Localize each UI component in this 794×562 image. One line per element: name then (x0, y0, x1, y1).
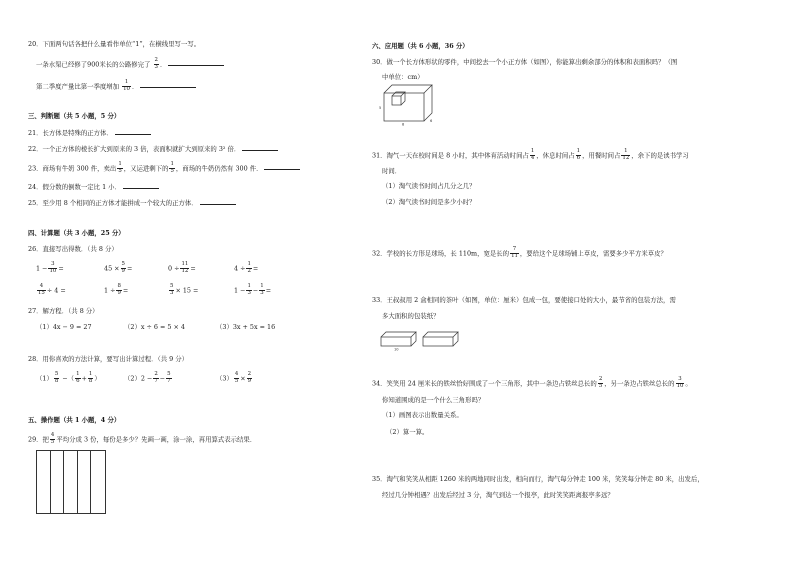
calc-item (168, 262, 196, 275)
dimension-label: 10 (394, 347, 399, 351)
strip-divider (50, 450, 51, 513)
q24 (28, 183, 159, 191)
fraction-numerator: 4 (234, 371, 239, 377)
q31-text-c: ，用餐时间占 (582, 151, 621, 160)
q34-line-b: 你知道围成的是一个什么三角形吗？ (382, 396, 485, 404)
q23-text-b: ，又运进剩下的 (123, 164, 169, 173)
strip-divider (90, 450, 91, 513)
fraction-denominator: 5 (118, 167, 122, 174)
q34-text-a: 34．笑笑用 24 厘米长的铁丝恰好围成了一个三角形，其中一条边占铁丝总长的 (372, 379, 597, 388)
calc-suffix: − (252, 286, 259, 295)
q33-line-a: 33．王叔叔用 2 盒相同的茶叶（如图，单位：厘米）包成一包，要使接口处的大小，最节省的包装方法，需 (372, 296, 676, 304)
q21-text: 21．长方体是特殊的正方体． (28, 129, 113, 137)
q34-text-c: 。 (685, 379, 692, 388)
fraction-numerator: 5 (170, 283, 174, 289)
fraction (116, 284, 121, 297)
fraction-denominator: 5 (50, 438, 55, 445)
expression-label: （2） (124, 374, 141, 383)
fraction-numerator: 7 (510, 247, 519, 254)
fraction-denominator: 15 (38, 289, 45, 296)
fraction (234, 372, 239, 385)
fraction-denominator: 11 (511, 252, 518, 259)
fraction-denominator: 12 (622, 154, 630, 161)
fraction-denominator: 9 (121, 267, 125, 274)
q31-fraction-2 (576, 149, 581, 162)
q34-line-a (372, 377, 692, 390)
fraction-denominator: 3 (260, 289, 264, 296)
q23-text-a: 23．商场有牛奶 300 件，卖出 (28, 164, 117, 173)
calc-prefix: 45 × (104, 264, 120, 273)
q20-line2-fraction (122, 80, 131, 93)
calc-prefix: 0 ÷ (168, 264, 180, 273)
fraction-numerator: 5 (54, 371, 59, 377)
fraction-denominator: 7 (167, 377, 171, 384)
q29-strip-rectangle[interactable] (36, 450, 106, 514)
calc-item (234, 262, 258, 275)
expression-label: （1） (36, 374, 53, 383)
calc-suffix: = (252, 264, 259, 273)
fraction-denominator: 3 (154, 63, 158, 70)
section-3-title: 三、判断题（共 5 小题，5 分） (28, 112, 121, 120)
q31-sub-1: （1）淘气读书时间占几分之几？ (382, 182, 476, 190)
answer-blank[interactable] (168, 60, 224, 66)
fraction-numerator: 1 (88, 371, 93, 377)
expression-2 (124, 372, 173, 385)
fraction (48, 262, 57, 275)
fraction-denominator: 6 (576, 154, 581, 161)
q29-text-b: 平均分成 3 份，每份是多少？先画一画，涂一涂，再用算式表示结果． (56, 435, 257, 444)
q31-line-b: 时间． (382, 167, 402, 175)
fraction-numerator: 1 (576, 148, 581, 154)
q33-tea-boxes-figure (378, 329, 468, 351)
fraction (169, 284, 174, 297)
q23-fraction-1 (117, 162, 122, 175)
fraction (259, 284, 264, 297)
expression-label: （3） (216, 374, 233, 383)
q22 (28, 145, 278, 153)
calc-suffix: ÷ 4 = (46, 286, 66, 295)
fraction (180, 262, 189, 275)
equation-2: （2）x ÷ 6 = 5 × 4 (124, 323, 185, 331)
fraction (88, 372, 93, 385)
cuboid-side-face (424, 85, 432, 121)
cuboid-top-face (384, 85, 432, 93)
fraction (153, 372, 158, 385)
dimension-label: 6 (430, 119, 433, 123)
fraction-numerator: 1 (530, 148, 535, 154)
strip-divider (77, 450, 78, 513)
fraction (166, 372, 171, 385)
fraction-numerator: 1 (247, 261, 251, 267)
q20-line1-fraction (154, 58, 159, 71)
q23 (28, 162, 300, 175)
q29-fraction (50, 433, 55, 446)
q32-text-b: ，要给这个足球场铺上草皮，需要多少平方米草皮？ (519, 249, 667, 258)
q28-title: 28．用你喜欢的方法计算，要写出计算过程．（共 9 分） (28, 355, 189, 363)
fraction-numerator: 1 (76, 371, 80, 377)
fraction-denominator: 10 (676, 382, 684, 389)
tea-box-2-front (423, 337, 453, 346)
calc-prefix: 1 − (234, 286, 246, 295)
q34-fraction-2 (676, 377, 685, 390)
dimension-label: 5 (379, 106, 382, 110)
fraction-denominator: 2 (247, 267, 251, 274)
tea-box-2-top (423, 332, 458, 337)
q23-fraction-2 (169, 162, 174, 175)
fraction-denominator: 8 (88, 377, 93, 384)
q29-text-a: 29．把 (28, 435, 49, 444)
fraction-numerator: 1 (247, 283, 251, 289)
fraction (246, 262, 251, 275)
calc-prefix: 1 ÷ (104, 286, 116, 295)
q20-line2: 第二季度产量比第一季度增加 $\frac{1}{10}$ ． (36, 80, 196, 93)
calc-suffix: = (122, 286, 129, 295)
q21 (28, 129, 151, 137)
dimension-label: 8 (402, 122, 405, 126)
fraction-denominator: 9 (247, 377, 252, 384)
calc-suffix: = (126, 264, 133, 273)
fraction-numerator: 2 (598, 376, 603, 382)
fraction-numerator: 4 (37, 284, 46, 291)
fraction-denominator: 9 (117, 289, 121, 296)
fraction-numerator: 8 (117, 283, 121, 289)
q35-line-a: 35．淘气和笑笑从相距 1260 米的两地同时出发，相向而行，淘气每分钟走 100 米，笑笑每分钟走 80 米，出发后， (372, 475, 704, 483)
fraction-numerator: 3 (676, 377, 685, 384)
fraction-denominator: 12 (181, 267, 189, 274)
q34-text-b: ，另一条边占铁丝总长的 (604, 379, 675, 388)
fraction-denominator: 10 (123, 85, 130, 92)
fraction (54, 372, 59, 385)
fraction (121, 262, 126, 275)
q20-line1: 一条水渠已经修了900米长的公路修完了 $\frac{2}{3}$ ． (36, 58, 224, 71)
calc-item (168, 284, 198, 297)
q32 (372, 247, 667, 260)
fraction-denominator: 5 (234, 377, 239, 384)
q31-fraction-3 (621, 149, 630, 162)
fraction-denominator: 5 (598, 382, 603, 389)
fraction-numerator: 1 (621, 149, 630, 156)
fraction-denominator: 6 (76, 377, 80, 384)
fraction-denominator: 3 (247, 289, 251, 296)
q30-line-a: 30．做一个长方体形状的零件，中间挖去一个小正方体（如图），你能算出剩余部分的体积和表面积吗？（图 (372, 58, 678, 66)
q23-text-c: ，商场的牛奶仍然有 300 件． (175, 164, 263, 173)
q26-title: 26．直接写出得数．（共 8 分） (28, 245, 118, 253)
fraction-numerator: 1 (122, 80, 131, 87)
calc-item (104, 262, 132, 275)
q34-sub-1: （1）画图表示出数量关系。 (382, 411, 463, 419)
fraction-numerator: 3 (48, 262, 57, 269)
expression-3 (216, 372, 253, 385)
fraction-numerator: 1 (118, 161, 122, 167)
answer-blank[interactable] (264, 164, 300, 170)
cuboid-front-face (384, 93, 424, 121)
fraction-denominator: 7 (154, 377, 158, 384)
fraction-denominator: 5 (170, 167, 174, 174)
fraction-numerator: 4 (50, 432, 55, 438)
calc-suffix: = (265, 286, 272, 295)
answer-blank[interactable] (200, 199, 236, 205)
fraction-numerator: 11 (181, 261, 189, 267)
fraction-numerator: 2 (247, 371, 252, 377)
q34-fraction-1 (598, 377, 603, 390)
section-5-title: 五、操作题（共 1 小题，4 分） (28, 416, 121, 424)
answer-blank[interactable] (140, 82, 196, 88)
section-4-title: 四、计算题（共 3 小题，25 分） (28, 229, 125, 237)
q30-cuboid-figure (378, 82, 438, 126)
fraction (247, 372, 252, 385)
fraction-numerator: 2 (154, 57, 158, 63)
expression-1: （1） $\frac{5}{8}$ −（ $\frac{1}{6}$ + $\frac{1}{8}$ ） (36, 371, 101, 384)
operator: − (159, 374, 166, 383)
fraction-numerator: 5 (121, 261, 125, 267)
q35-line-b: 经过几分钟相遇？出发后经过 3 分，淘气到达一个报亭，此时笑笑距离报亭多远？ (382, 491, 614, 499)
strip-divider (63, 450, 64, 513)
fraction (37, 284, 46, 297)
fraction-denominator: 8 (54, 377, 59, 384)
q27-title: 27．解方程．（共 8 分） (28, 307, 99, 315)
q20-line1-text: 一条水渠已经修了900米长的公路修完了 (36, 60, 151, 69)
cube-hole-front (392, 96, 401, 105)
answer-blank[interactable] (115, 129, 151, 135)
fraction-denominator: 3 (170, 289, 174, 296)
q32-text-a: 32．学校的长方形足球场，长 110m，宽是长的 (372, 249, 510, 258)
calc-item (104, 284, 128, 297)
expression-lead: 2 − (140, 374, 153, 383)
fraction-numerator: 5 (167, 371, 171, 377)
q20-title: 20．下面两句话各把什么量看作单位“1”，在横线里写一写。 (28, 40, 201, 48)
equation-3: （3）3x + 5x = 16 (216, 323, 276, 331)
q29 (28, 433, 256, 446)
fraction-numerator: 2 (154, 371, 158, 377)
calc-item (234, 284, 271, 297)
q31-text-d: ，余下的是读书学习 (631, 151, 689, 160)
answer-blank[interactable] (242, 145, 278, 151)
calc-item (36, 262, 64, 275)
fraction-numerator: 1 (170, 161, 174, 167)
q25 (28, 199, 236, 207)
q24-text: 24．假分数的倒数一定比 1 小． (28, 183, 121, 191)
fraction-denominator: 4 (530, 154, 535, 161)
q25-text: 25．至少用 8 个相同的正方体才能拼成一个较大的正方体． (28, 199, 198, 207)
fraction-numerator: 1 (260, 283, 264, 289)
operator: × (240, 374, 246, 383)
cube-hole-top (392, 92, 405, 96)
q31-text-a: 31．淘气一天在校时间是 8 小时，其中体育活动时间占 (372, 151, 529, 160)
q34-sub-2: （2）算一算。 (386, 428, 429, 436)
calc-prefix: 1 − (36, 264, 48, 273)
tea-box-1-front (381, 337, 411, 346)
calc-suffix: = (58, 264, 64, 273)
tea-box-1-top (381, 332, 416, 337)
equation-1: （1）4x − 9 = 27 (36, 323, 92, 331)
fraction (75, 372, 80, 385)
q33-line-b: 多大面积的包装纸？ (382, 312, 440, 320)
q31-line-a (372, 149, 689, 162)
q31-text-b: ，休息时间占 (536, 151, 575, 160)
calc-prefix: 4 ÷ (234, 264, 246, 273)
calc-suffix: = (190, 264, 196, 273)
q20-line2-text: 第二季度产量比第一季度增加 (36, 82, 120, 91)
fraction (246, 284, 251, 297)
q32-fraction (510, 247, 519, 260)
answer-blank[interactable] (123, 183, 159, 189)
q31-sub-2: （2）淘气读书时间是多少小时？ (382, 198, 476, 206)
section-6-title: 六、应用题（共 6 小题，36 分） (372, 42, 469, 50)
fraction-denominator: 10 (49, 267, 57, 274)
q30-line-b: 中单位：cm） (382, 73, 424, 81)
calc-suffix: × 15 = (175, 286, 199, 295)
calc-item (36, 284, 66, 297)
q22-text: 22．一个正方体的棱长扩大到原来的 3 倍，表面积就扩大到原来的 3² 倍． (28, 145, 241, 153)
q31-fraction-1 (530, 149, 535, 162)
